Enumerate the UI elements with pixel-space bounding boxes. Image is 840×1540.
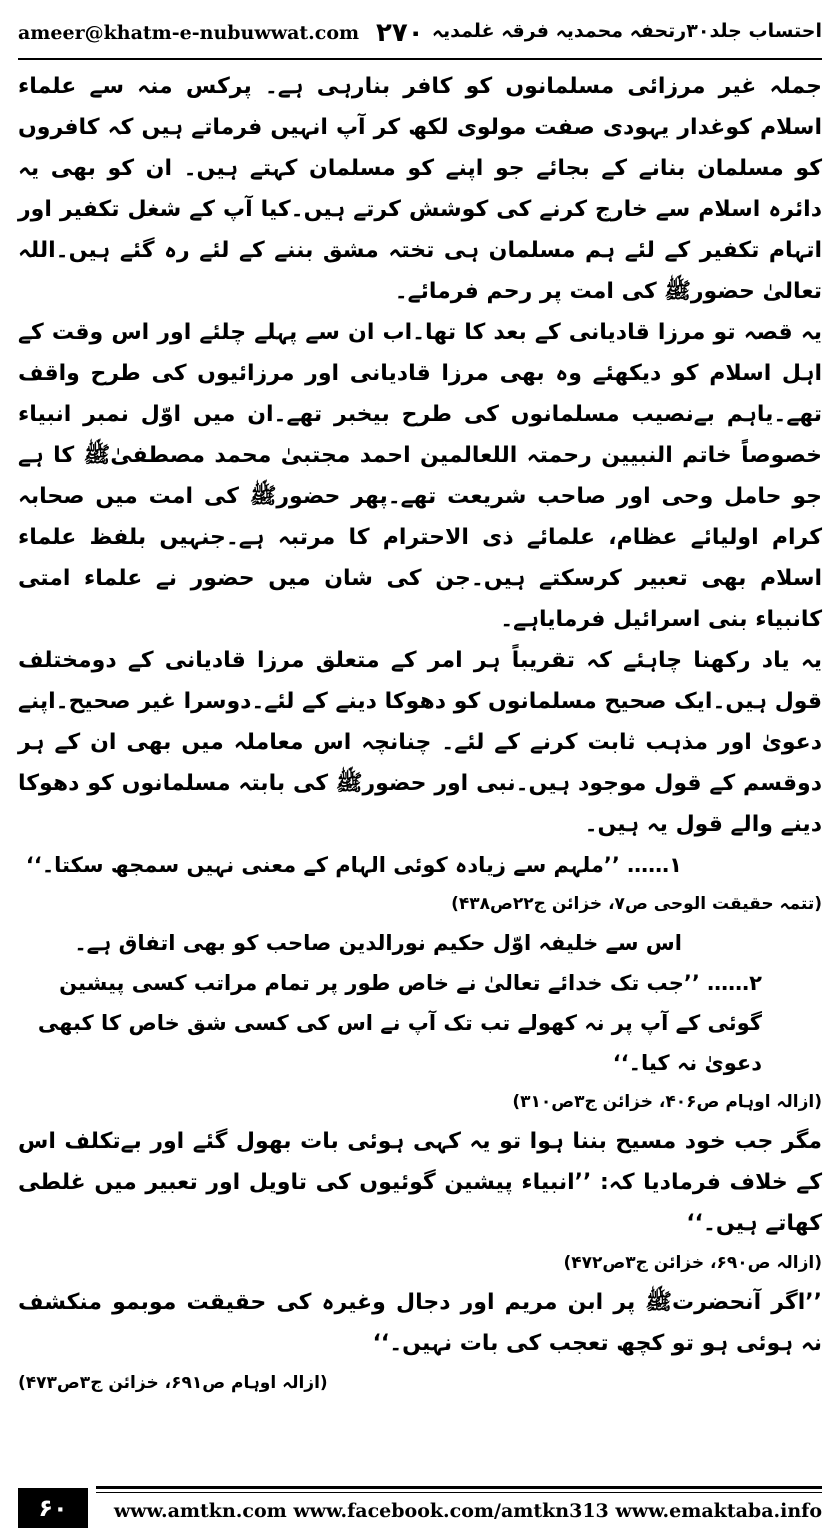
paragraph-3: یہ یاد رکھنا چاہئے کہ تقریباً ہر امر کے متعلق مرزا قادیانی کے دومختلف قول ہیں۔ایک صحیح مسلمانوں کو دھوکا دینے کے لئے۔دوسرا غیر صحیح۔اپنے دعویٰ اور مذہب ثابت کرنے کے لئے۔ چنانچہ اس معاملہ میں بھی ان کے ہر دوقسم کے قول موجود ہیں۔نبی اور حضورﷺ کی بابتہ مسلمانوں کو دھوکا دینے والے قول یہ ہیں۔ bbox=[18, 648, 822, 837]
header-email: ameer@khatm-e-nubuwwat.com bbox=[18, 22, 360, 44]
footer-rule-thick bbox=[96, 1486, 822, 1489]
page-body bbox=[18, 66, 822, 1402]
paragraph-5: مگر جب خود مسیح بننا ہوا تو یہ کہی ہوئی بات بھول گئے اور بےتکلف اس کے خلاف فرمادیا کہ: ’’انبیاء پیشین گوئیوں کی تاویل اور تعبیر میں غلطی کھاتے ہیں۔‘‘ bbox=[18, 1129, 822, 1236]
header-title: احتساب جلد۳۰رتحفہ محمدیہ فرقہ غلمدیہ bbox=[431, 20, 822, 42]
footer-page-number: ۶۰ bbox=[18, 1488, 88, 1528]
footer-rule-thin bbox=[96, 1492, 822, 1493]
final-quote-block bbox=[18, 1282, 822, 1364]
quote-1: ۱…… ’’ملہم سے زیادہ کوئی الہام کے معنی نہیں سمجھ سکتا۔‘‘ bbox=[25, 853, 682, 877]
header-page-number: ۲۷۰ bbox=[376, 18, 424, 48]
citation-3: (ازالہ ص۶۹۰، خزائن ج۳ص۴۷۲) bbox=[563, 1253, 822, 1273]
header-rule bbox=[18, 58, 822, 60]
page-header bbox=[18, 18, 822, 60]
quote-3: ’’اگر آنحضرتﷺ پر ابن مریم اور دجال وغیرہ کی حقیقت موبمو منکشف نہ ہوئی ہو تو کچھ تعجب کی بات نہیں۔‘‘ bbox=[18, 1290, 822, 1356]
citation-1: (تتمہ حقیقت الوحی ص۷، خزائن ج۲۲ص۴۳۸) bbox=[451, 894, 822, 914]
citation-2: (ازالہ اوہام ص۴۰۶، خزائن ج۳ص۳۱۰) bbox=[512, 1092, 822, 1112]
quote-2: ۲…… ’’جب تک خدائے تعالیٰ نے خاص طور پر تمام مراتب کسی پیشین گوئی کے آپ پر نہ کھولے تب تک آپ نے اس کی کسی شق خاص کا کبھی دعویٰ نہ کیا۔‘‘ bbox=[37, 971, 762, 1075]
paragraph-1: جملہ غیر مرزائی مسلمانوں کو کافر بنارہی ہے۔ پرکس منہ سے علماء اسلام کوغدار یہودی صفت مولوی لکھ کر آپ انہیں فرماتے ہیں کہ کافروں کو مسلمان بنانے کے بجائے جو اپنے کو مسلمان کہتے ہیں۔ ان کو بھی یہ دائرہ اسلام سے خارج کرنے کی کوشش کرتے ہیں۔کیا آپ کے شغل تکفیر اور اتہام تکفیر کے لئے ہم مسلمان ہی تختہ مشق بننے کے لئے رہ گئے ہیں۔اللہ تعالیٰ حضورﷺ کی امت پر رحم فرمائے۔ bbox=[18, 74, 822, 304]
footer-links: www.amtkn.com www.facebook.com/amtkn313 www.emaktaba.info bbox=[113, 1500, 822, 1522]
citation-4: (ازالہ اوہام ص۶۹۱، خزائن ج۳ص۴۷۳) bbox=[18, 1373, 328, 1393]
paragraph-2: یہ قصہ تو مرزا قادیانی کے بعد کا تھا۔اب ان سے پہلے چلئے اور اس وقت کے اہل اسلام کو دیکھئے وہ بھی مرزا قادیانی اور مرزائیوں کی طرح واقف تھے۔یاہم بےنصیب مسلمانوں کی طرح بیخبر تھے۔ان میں اوّل نمبر انبیاء خصوصاً خاتم النبیین رحمتہ اللعالمین احمد مجتبیٰ محمد مصطفیٰﷺ کا ہے جو حامل وحی اور صاحب شریعت تھے۔پھر حضورﷺ کی امت میں صحابہ کرام اولیائے عظام، علمائے ذی الاحترام کا مرتبہ ہے۔جنہیں بلفظ علماء اسلام بھی تعبیر کرسکتے ہیں۔جن کی شان میں حضور نے علماء امتی کانبیاء بنی اسرائیل فرمایاہے۔ bbox=[18, 320, 822, 632]
paragraph-4: اس سے خلیفہ اوّل حکیم نورالدین صاحب کو بھی اتفاق ہے۔ bbox=[74, 931, 682, 955]
